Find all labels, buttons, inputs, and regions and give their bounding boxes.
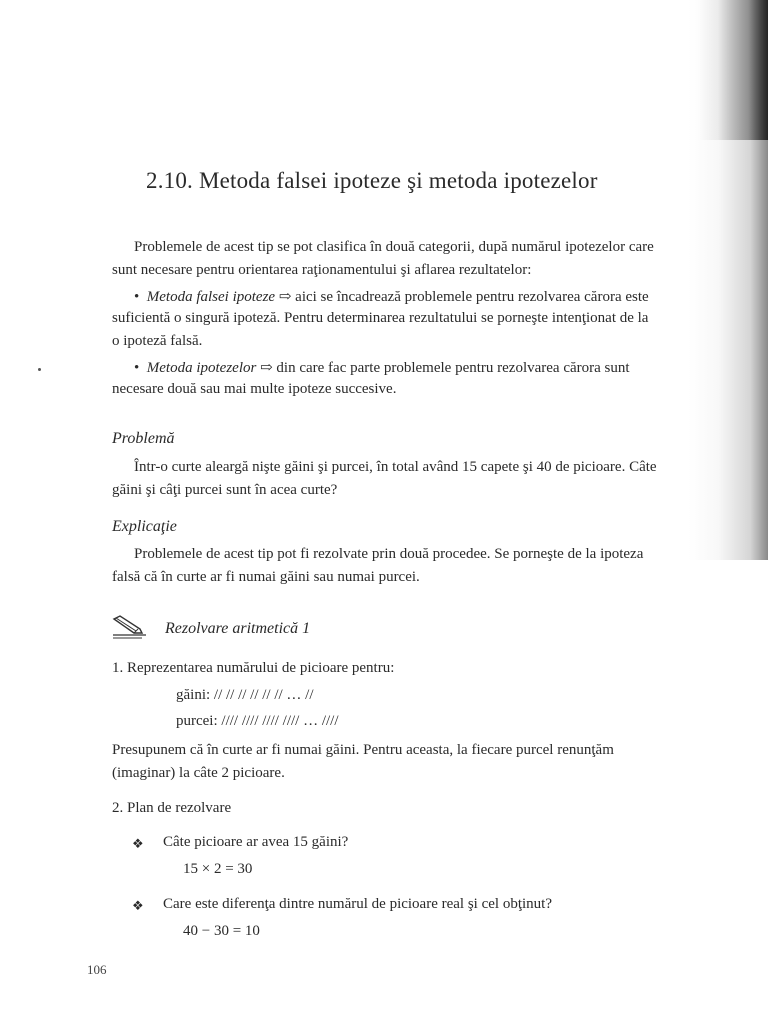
intro-line-1: Problemele de acest tip se pot clasifica în două categorii, după numărul ipotezelor care [134, 239, 654, 255]
bullet-term: Metoda falsei ipoteze [146, 289, 276, 305]
bullet-symbol: • [134, 289, 140, 305]
problem-heading: Problemă [112, 430, 175, 447]
pencil-writing-icon [112, 613, 148, 639]
explanation-line-1: Problemele de acest tip pot fi rezolvate prin două procedee. Se porneşte de la ipoteza [134, 546, 644, 562]
page-title: 2.10. Metoda falsei ipoteze şi metoda ipotezelor [146, 168, 598, 193]
bullet-1-line-2: suficientă o singură ipoteză. Pentru determinarea rezultatului se porneşte intenţionat de la [112, 310, 649, 326]
step-2-label: 2. Plan de rezolvare [112, 800, 232, 816]
explanation-heading: Explicaţie [112, 518, 177, 535]
question-1: Câte picioare ar avea 15 găini? [163, 834, 349, 850]
step-1-label: 1. Reprezentarea numărului de picioare pentru: [112, 660, 395, 676]
hens-legs-representation: găini: // // // // // // … // [176, 687, 314, 703]
arrow-right-icon: ⇨ [260, 360, 273, 376]
bullet-text: din care fac parte problemele pentru rezolvarea cărora sunt [276, 360, 630, 376]
page-number: 106 [87, 962, 107, 977]
assumption-line-2: (imaginar) la câte 2 picioare. [112, 765, 285, 781]
solution-heading: Rezolvare aritmetică 1 [165, 620, 311, 637]
problem-line-2: găini şi câţi purcei sunt în acea curte? [112, 482, 338, 498]
stray-mark [38, 368, 41, 371]
assumption-line-1: Presupunem că în curte ar fi numai găini. Pentru aceasta, la fiecare purcel renunţăm [112, 742, 614, 758]
problem-line-1: Într-o curte aleargă nişte găini şi purcei, în total având 15 capete şi 40 de picioare. Câte [134, 459, 657, 475]
page-edge-shadow-top [698, 0, 768, 140]
intro-line-2: sunt necesare pentru orientarea raţionamentului şi aflarea rezultatelor: [112, 262, 532, 278]
bullet-text: aici se încadrează problemele pentru rezolvarea cărora este [295, 289, 649, 305]
bullet-item-falsa-ipoteza [134, 287, 649, 306]
question-2: Care este diferenţa dintre numărul de picioare real şi cel obţinut? [163, 896, 552, 912]
pigs-legs-representation: purcei: //// //// //// //// … //// [176, 713, 339, 729]
explanation-line-2: falsă că în curte ar fi numai găini sau numai purcei. [112, 569, 420, 585]
bullet-2-line-2: necesare două sau mai multe ipoteze succesive. [112, 381, 397, 397]
bullet-1-line-3: o ipoteză falsă. [112, 333, 203, 349]
bullet-term: Metoda ipotezelor [146, 360, 257, 376]
bullet-item-ipotezelor [134, 358, 630, 377]
arrow-right-icon: ⇨ [278, 289, 292, 305]
bullet-symbol: • [134, 360, 140, 376]
answer-1: 15 × 2 = 30 [183, 861, 253, 877]
diamond-bullet-icon: ❖ [132, 898, 144, 913]
diamond-bullet-icon: ❖ [132, 836, 144, 851]
answer-2: 40 − 30 = 10 [183, 923, 260, 939]
